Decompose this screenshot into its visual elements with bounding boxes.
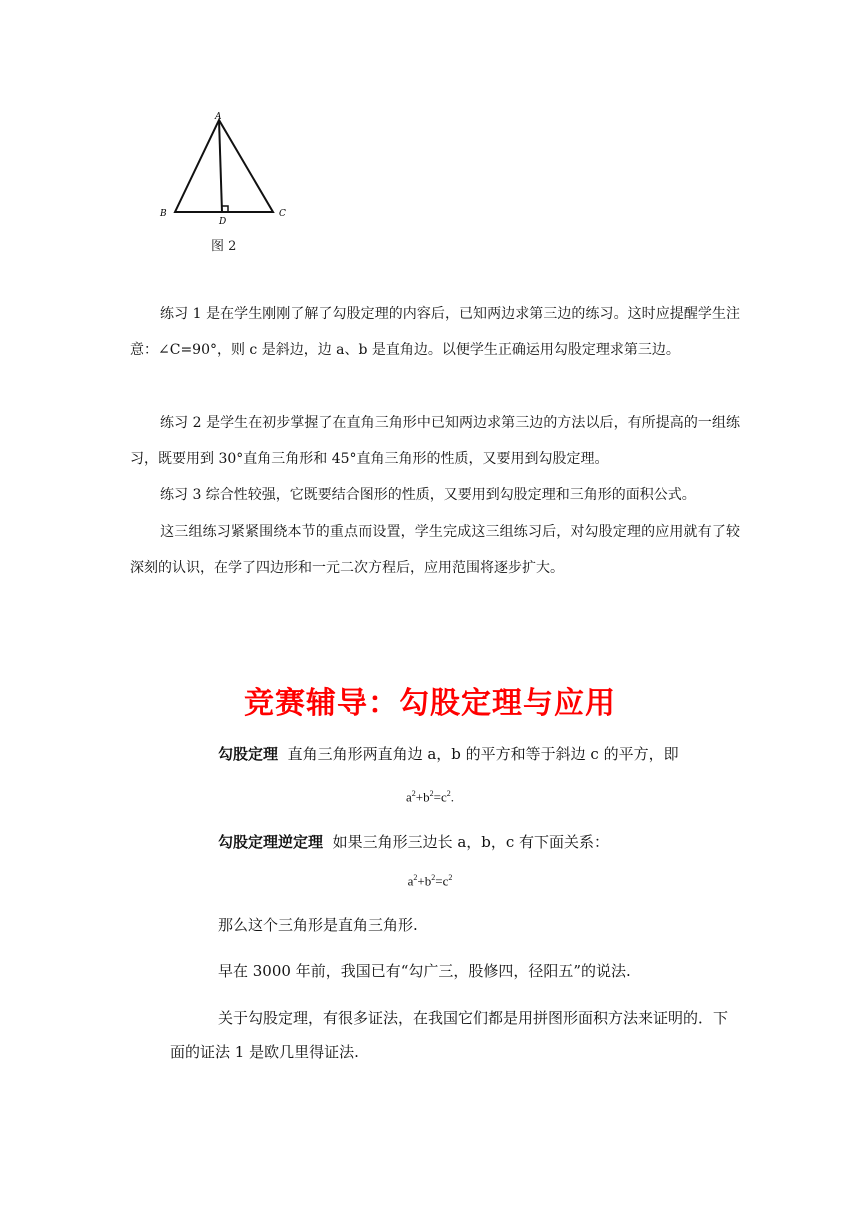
figure-caption: 图 2 [211, 239, 237, 254]
vertex-label-b: B [160, 209, 167, 219]
triangle-diagram [155, 110, 295, 230]
converse-conclusion: 那么这个三角形是直角三角形. [218, 916, 418, 934]
converse-text: 如果三角形三边长 a，b，c 有下面关系： [332, 833, 610, 851]
converse-formula: $a^2+b^2=c^2$ [407, 873, 453, 889]
paragraph-text: 这三组练习紧紧围绕本节的重点而设置，学生完成这三组练习后，对勾股定理的应用就有了较深刻的认识，在学了四边形和一元二次方程后，应用范围将逐步扩大。 [130, 524, 740, 576]
paragraph-summary [130, 514, 740, 586]
theorem-text: 直角三角形两直角边 a，b 的平方和等于斜边 c 的平方，即 [287, 745, 679, 763]
paragraph-exercise-2 [130, 405, 740, 477]
section-title: 竞赛辅导：勾股定理与应用 [244, 686, 616, 721]
theorem-formula: $a^2+b^2=c^2$. [406, 789, 454, 805]
vertex-label-c: C [279, 209, 286, 219]
paragraph-text: 练习 3 综合性较强，它既要结合图形的性质，又要用到勾股定理和三角形的面积公式。 [160, 487, 696, 503]
paragraph-exercise-1 [130, 296, 740, 368]
theorem-label: 勾股定理 [218, 745, 279, 763]
converse-label: 勾股定理逆定理 [218, 833, 324, 851]
vertex-label-d: D [219, 217, 227, 227]
formula-c: =c [433, 789, 447, 805]
altitude-ad [219, 120, 222, 212]
formula-c: =c [435, 873, 449, 889]
formula-a: a [407, 873, 414, 889]
formula-end: . [450, 789, 454, 805]
paragraph-text: 练习 1 是在学生刚刚了解了勾股定理的内容后，已知两边求第三边的练习。这时应提醒学生注意：∠C=90°，则 c 是斜边，边 a、b 是直角边。以便学生正确运用勾股定理求第三边。 [130, 306, 740, 358]
formula-a: a [406, 789, 412, 805]
paragraph-text: 练习 2 是学生在初步掌握了在直角三角形中已知两边求第三边的方法以后，有所提高的一组练习，既要用到 30°直角三角形和 45°直角三角形的性质，又要用到勾股定理。 [130, 415, 740, 467]
formula-b: +b [417, 873, 432, 889]
proof-intro-paragraph: 关于勾股定理，有很多证法，在我国它们都是用拼图形面积方法来证明的．下面的证法 1 是欧几里得证法. [170, 1009, 729, 1061]
vertex-label-a: A [215, 112, 222, 122]
paragraph-exercise-3 [130, 477, 740, 513]
converse-statement [170, 825, 738, 859]
history-paragraph: 早在 3000 年前，我国已有“勾广三，股修四，径阳五”的说法. [218, 962, 631, 980]
formula-b: +b [415, 789, 430, 805]
theorem-statement [170, 737, 738, 771]
triangle-abc [175, 120, 273, 212]
